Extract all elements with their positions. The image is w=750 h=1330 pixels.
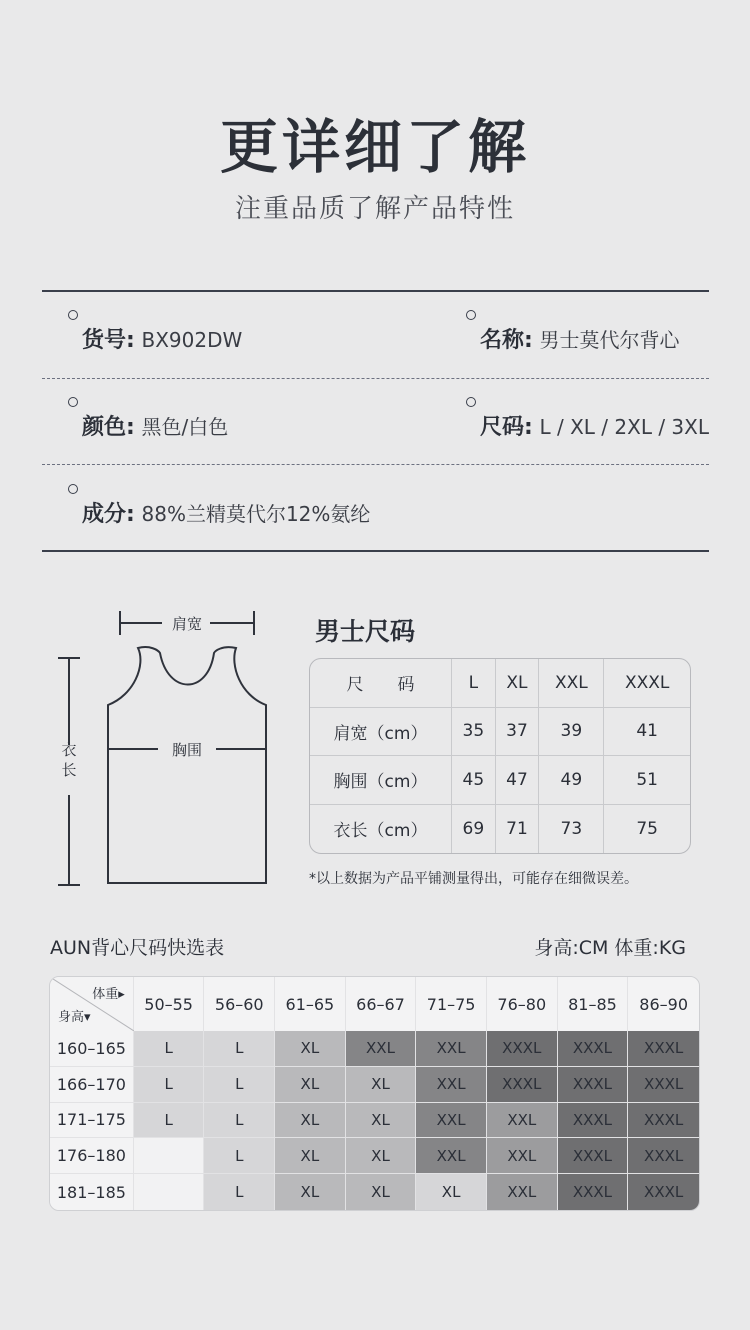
size-cell: L bbox=[134, 1067, 205, 1103]
table-row bbox=[310, 805, 690, 854]
size-cell: L bbox=[204, 1031, 275, 1067]
weight-header-cell: 71–75 bbox=[416, 977, 487, 1031]
bullet-icon bbox=[466, 397, 476, 407]
size-selector-table bbox=[49, 976, 700, 1211]
size-cell: XXXL bbox=[558, 1031, 629, 1067]
divider bbox=[42, 464, 709, 465]
spec-label: 货号: bbox=[82, 328, 135, 353]
shoulder-label: 肩宽 bbox=[171, 615, 203, 633]
height-header-cell: 176–180 bbox=[50, 1138, 134, 1174]
table-header-cell: XXL bbox=[539, 659, 604, 708]
table-cell: 衣长（cm） bbox=[310, 805, 452, 854]
table-cell: 胸围（cm） bbox=[310, 756, 452, 805]
size-cell: L bbox=[204, 1138, 275, 1174]
height-axis-label: 身高▾ bbox=[58, 1010, 91, 1025]
measurement-note: *以上数据为产品平铺测量得出，可能存在细微误差。 bbox=[309, 871, 638, 887]
spec-value: 黑色/白色 bbox=[141, 415, 229, 439]
table-header-cell: XL bbox=[496, 659, 540, 708]
height-header-cell: 181–185 bbox=[50, 1174, 134, 1210]
size-cell: XL bbox=[346, 1103, 417, 1139]
size-cell: XXXL bbox=[628, 1031, 699, 1067]
table-cell: 37 bbox=[496, 708, 540, 757]
size-cell: XXL bbox=[487, 1103, 558, 1139]
weight-header-cell: 81–85 bbox=[558, 977, 629, 1031]
size-cell: XL bbox=[275, 1138, 346, 1174]
table-row bbox=[50, 977, 699, 1031]
table-row bbox=[50, 1031, 699, 1067]
size-cell: XL bbox=[346, 1174, 417, 1210]
selector-title: AUN背心尺码快选表 bbox=[50, 937, 225, 959]
table-cell: 肩宽（cm） bbox=[310, 708, 452, 757]
spec-value: L / XL / 2XL / 3XL bbox=[539, 415, 709, 439]
table-row bbox=[310, 708, 690, 757]
size-cell: XL bbox=[275, 1067, 346, 1103]
table-header-cell: XXXL bbox=[604, 659, 690, 708]
table-cell: 71 bbox=[496, 805, 540, 854]
spec-name bbox=[480, 323, 680, 354]
size-cell: L bbox=[204, 1103, 275, 1139]
bullet-icon bbox=[68, 484, 78, 494]
weight-header-cell: 86–90 bbox=[628, 977, 699, 1031]
size-cell: XXL bbox=[416, 1138, 487, 1174]
size-cell bbox=[134, 1174, 205, 1210]
spec-value: BX902DW bbox=[141, 328, 243, 352]
size-cell: XXXL bbox=[558, 1138, 629, 1174]
size-cell: XL bbox=[275, 1103, 346, 1139]
size-cell: XXXL bbox=[628, 1138, 699, 1174]
weight-header-cell: 50–55 bbox=[134, 977, 205, 1031]
divider bbox=[42, 378, 709, 379]
size-chart-table bbox=[309, 658, 691, 854]
size-chart-title: 男士尺码 bbox=[315, 617, 416, 646]
length-label: 衣长 bbox=[61, 741, 77, 779]
size-cell: XXL bbox=[416, 1067, 487, 1103]
size-cell: XXXL bbox=[558, 1103, 629, 1139]
weight-header-cell: 56–60 bbox=[204, 977, 275, 1031]
table-row bbox=[310, 756, 690, 805]
height-header-cell: 166–170 bbox=[50, 1067, 134, 1103]
divider bbox=[42, 290, 709, 292]
table-header-cell: 尺 码 bbox=[310, 659, 452, 708]
height-header-cell: 171–175 bbox=[50, 1103, 134, 1139]
size-cell bbox=[134, 1138, 205, 1174]
bullet-icon bbox=[68, 310, 78, 320]
spec-material bbox=[82, 497, 370, 528]
table-row bbox=[50, 1174, 699, 1210]
spec-item-no bbox=[82, 323, 242, 354]
spec-label: 颜色: bbox=[82, 415, 135, 440]
weight-axis-label: 体重▸ bbox=[92, 987, 125, 1002]
weight-header-cell: 61–65 bbox=[275, 977, 346, 1031]
spec-size bbox=[480, 410, 709, 441]
size-cell: L bbox=[134, 1103, 205, 1139]
table-cell: 69 bbox=[452, 805, 496, 854]
size-cell: XXXL bbox=[628, 1174, 699, 1210]
spec-label: 成分: bbox=[82, 502, 135, 527]
divider bbox=[42, 550, 709, 552]
weight-header-cell: 66–67 bbox=[346, 977, 417, 1031]
page-title: 更详细了解 bbox=[219, 113, 530, 181]
size-cell: XXXL bbox=[628, 1103, 699, 1139]
table-cell: 75 bbox=[636, 818, 658, 839]
size-cell: XL bbox=[346, 1138, 417, 1174]
size-cell: XXL bbox=[487, 1174, 558, 1210]
spec-color bbox=[82, 410, 228, 441]
size-cell: L bbox=[134, 1031, 205, 1067]
size-cell: XXL bbox=[346, 1031, 417, 1067]
table-cell: 49 bbox=[539, 756, 604, 805]
size-cell: XXXL bbox=[558, 1067, 629, 1103]
vest-diagram bbox=[50, 605, 280, 895]
table-header-cell: L bbox=[452, 659, 496, 708]
bullet-icon bbox=[466, 310, 476, 320]
spec-value: 男士莫代尔背心 bbox=[539, 328, 680, 352]
table-cell: 41 bbox=[604, 708, 690, 757]
size-cell: XXXL bbox=[487, 1067, 558, 1103]
table-cell: 51 bbox=[604, 756, 690, 805]
weight-header-cell: 76–80 bbox=[487, 977, 558, 1031]
table-cell: 45 bbox=[452, 756, 496, 805]
size-cell: XL bbox=[416, 1174, 487, 1210]
size-cell: L bbox=[204, 1067, 275, 1103]
selector-units: 身高:CM 体重:KG bbox=[534, 937, 686, 959]
table-cell: 39 bbox=[539, 708, 604, 757]
size-cell: XXXL bbox=[558, 1174, 629, 1210]
table-row bbox=[50, 1138, 699, 1174]
table-row bbox=[310, 659, 690, 708]
size-cell: XL bbox=[275, 1031, 346, 1067]
size-cell: L bbox=[204, 1174, 275, 1210]
table-row bbox=[50, 1103, 699, 1139]
spec-label: 尺码: bbox=[480, 415, 533, 440]
size-cell: XXL bbox=[416, 1031, 487, 1067]
size-cell: XXL bbox=[487, 1138, 558, 1174]
bullet-icon bbox=[68, 397, 78, 407]
size-cell: XXXL bbox=[487, 1031, 558, 1067]
table-cell: 47 bbox=[496, 756, 540, 805]
height-header-cell: 160–165 bbox=[50, 1031, 134, 1067]
size-cell: XXXL bbox=[628, 1067, 699, 1103]
size-cell: XXL bbox=[416, 1103, 487, 1139]
chest-label: 胸围 bbox=[171, 741, 203, 759]
table-row bbox=[50, 1067, 699, 1103]
spec-value: 88%兰精莫代尔12%氨纶 bbox=[141, 502, 371, 526]
size-cell: XL bbox=[275, 1174, 346, 1210]
size-cell: XL bbox=[346, 1067, 417, 1103]
spec-label: 名称: bbox=[480, 328, 533, 353]
table-cell: 35 bbox=[452, 708, 496, 757]
page-subtitle: 注重品质了解产品特性 bbox=[234, 194, 515, 224]
table-cell: 73 bbox=[539, 805, 604, 854]
table-corner-cell bbox=[50, 977, 134, 1031]
